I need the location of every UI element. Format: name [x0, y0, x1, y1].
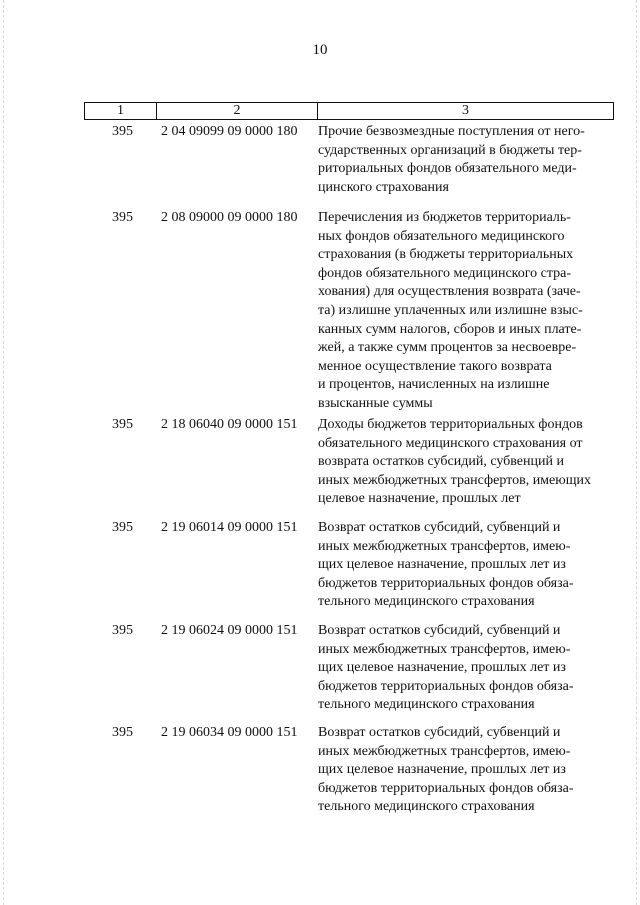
description-line: иных межбюджетных трансфертов, имеющих [318, 472, 591, 488]
description-line: Возврат остатков субсидий, субвенций и [318, 520, 561, 535]
description-line: хования) для осуществления возврата (заче- [318, 284, 581, 300]
description-line: ных фондов обязательного медицинского [318, 228, 565, 244]
description-line: Возврат остатков субсидий, субвенций и [318, 623, 561, 638]
description-line: бюджетов территориальных фондов обяза- [318, 780, 574, 796]
description-cell [318, 622, 574, 715]
column-header-2: 2 [157, 103, 318, 119]
description-line: и процентов, начисленных на излишне [318, 377, 550, 393]
description-cell [318, 416, 591, 509]
description-line: обязательного медицинского страхования от [318, 435, 583, 451]
description-line: щих целевое назначение, прошлых лет из [318, 660, 566, 676]
scan-edge-left [3, 0, 4, 905]
column-header-1: 1 [85, 103, 157, 119]
description-line: щих целевое назначение, прошлых лет из [318, 557, 566, 573]
page-number: 10 [312, 42, 328, 58]
description-line: щих целевое назначение, прошлых лет из [318, 762, 566, 778]
description-line: Прочие безвозмездные поступления от него- [318, 124, 585, 139]
description-cell [318, 209, 583, 414]
column-header-3: 3 [462, 103, 469, 118]
description-line: тельного медицинского страхования [318, 799, 535, 815]
description-line: целевое назначение, прошлых лет [318, 491, 521, 507]
description-cell [318, 724, 574, 817]
budget-classification-code-cell: 2 08 09000 09 0000 180 [161, 210, 298, 225]
description-line: страхования (в бюджеты территориальных [318, 247, 574, 263]
description-line: фондов обязательного медицинского стра- [318, 265, 572, 281]
admin-code-cell: 395 [112, 210, 133, 225]
description-line: жей, а также сумм процентов за несвоевре- [318, 340, 577, 356]
description-line: риториальных фондов обязательного меди- [318, 161, 577, 177]
description-line: Перечисления из бюджетов территориаль- [318, 210, 571, 225]
description-line: бюджетов территориальных фондов обяза- [318, 575, 574, 591]
description-line: иных межбюджетных трансфертов, имею- [318, 641, 571, 657]
description-line: канных сумм налогов, сборов и иных плате- [318, 321, 582, 337]
admin-code-cell: 395 [112, 124, 133, 139]
admin-code-cell: 395 [112, 520, 133, 535]
description-line: тельного медицинского страхования [318, 594, 535, 610]
description-line: иных межбюджетных трансфертов, имею- [318, 538, 571, 554]
description-line: та) излишне уплаченных или излишне взыс- [318, 302, 583, 318]
budget-classification-code-cell: 2 04 09099 09 0000 180 [161, 124, 298, 139]
description-line: иных межбюджетных трансфертов, имею- [318, 743, 571, 759]
description-line: Доходы бюджетов территориальных фондов [318, 417, 583, 432]
budget-classification-code-cell: 2 19 06014 09 0000 151 [161, 520, 298, 535]
description-cell [318, 123, 585, 197]
description-line: возврата остатков субсидий, субвенций и [318, 454, 564, 470]
description-line: бюджетов территориальных фондов обяза- [318, 678, 574, 694]
description-line: взысканные суммы [318, 395, 433, 411]
scan-edge-right [636, 0, 637, 905]
budget-classification-code-cell: 2 19 06024 09 0000 151 [161, 623, 298, 638]
description-line: тельного медицинского страхования [318, 697, 535, 713]
description-line: Возврат остатков субсидий, субвенций и [318, 725, 561, 740]
description-line: сударственных организаций в бюджеты тер- [318, 142, 582, 158]
admin-code-cell: 395 [112, 417, 133, 432]
admin-code-cell: 395 [112, 725, 133, 740]
description-line: менное осуществление такого возврата [318, 358, 552, 374]
budget-classification-code-cell: 2 18 06040 09 0000 151 [161, 417, 298, 432]
description-line: цинского страхования [318, 179, 449, 195]
admin-code-cell: 395 [112, 623, 133, 638]
description-cell [318, 519, 574, 612]
table-header [84, 102, 614, 120]
budget-classification-code-cell: 2 19 06034 09 0000 151 [161, 725, 298, 740]
